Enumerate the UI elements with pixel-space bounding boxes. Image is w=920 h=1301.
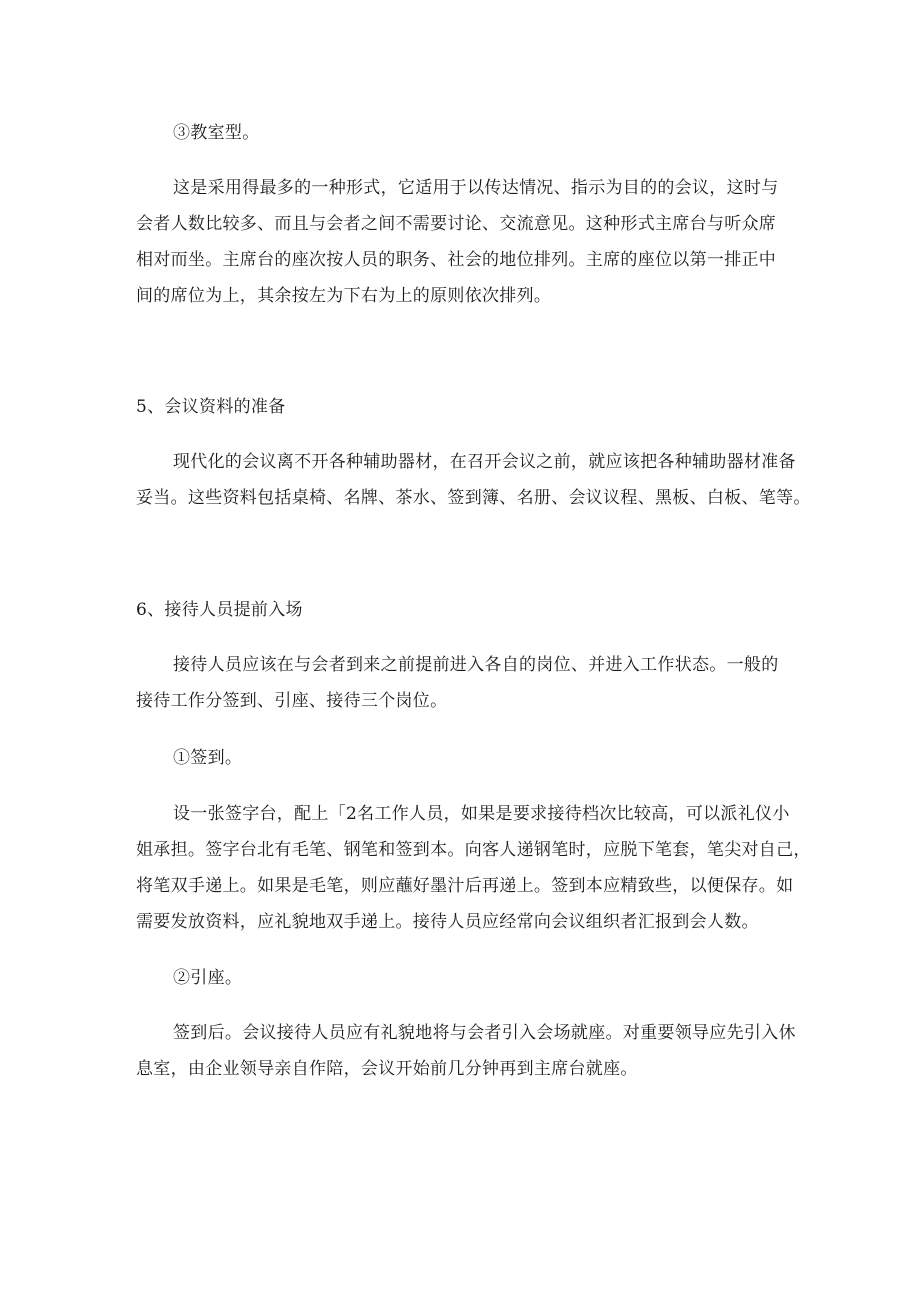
classroom-paragraph-line-3: 相对而坐。主席台的座次按人员的职务、社会的地位排列。主席的座位以第一排正中 — [136, 250, 777, 270]
classroom-paragraph-line-1: 这是采用得最多的一种形式，它适用于以传达情况、指示为目的的会议，这时与 — [173, 178, 779, 198]
signin-paragraph-line-1: 设一张签字台，配上「2名工作人员，如果是要求接待档次比较高，可以派礼仪小 — [173, 804, 790, 824]
classroom-paragraph-line-4: 间的席位为上，其余按左为下右为上的原则依次排列。 — [136, 286, 552, 306]
seating-paragraph-line-2: 息室，由企业领导亲自作陪，会议开始前几分钟再到主席台就座。 — [136, 1059, 638, 1079]
classroom-paragraph-line-2: 会者人数比较多、而且与会者之间不需要讨论、交流意见。这种形式主席台与听众席 — [136, 214, 777, 234]
section-5-heading: 5、会议资料的准备 — [136, 397, 286, 417]
signin-paragraph-line-3: 将笔双手递上。如果是毛笔，则应蘸好墨汁后再递上。签到本应精致些，以便保存。如 — [136, 876, 794, 896]
signin-heading: ①签到。 — [173, 748, 243, 768]
seating-heading: ②引座。 — [173, 968, 243, 988]
classroom-heading: ③教室型。 — [173, 123, 260, 143]
section-6-heading: 6、接待人员提前入场 — [136, 600, 303, 620]
signin-paragraph-line-2: 姐承担。签字台北有毛笔、钢笔和签到本。向客人递钢笔时，应脱下笔套，笔尖对自己， — [136, 840, 811, 860]
seating-paragraph-line-1: 签到后。会议接待人员应有礼貌地将与会者引入会场就座。对重要领导应先引入休 — [173, 1023, 796, 1043]
section-5-paragraph-line-2: 妥当。这些资料包括桌椅、名牌、茶水、签到簿、名册、会议议程、黑板、白板、笔等。 — [136, 488, 811, 508]
signin-paragraph-line-4: 需要发放资料，应礼貌地双手递上。接待人员应经常向会议组织者汇报到会人数。 — [136, 912, 759, 932]
section-5-paragraph-line-1: 现代化的会议离不开各种辅助器材，在召开会议之前，就应该把各种辅助器材准备 — [173, 452, 796, 472]
section-6-paragraph-line-2: 接待工作分签到、引座、接待三个岗位。 — [136, 691, 448, 711]
section-6-paragraph-line-1: 接待人员应该在与会者到来之前提前进入各自的岗位、并进入工作状态。一般的 — [173, 655, 779, 675]
